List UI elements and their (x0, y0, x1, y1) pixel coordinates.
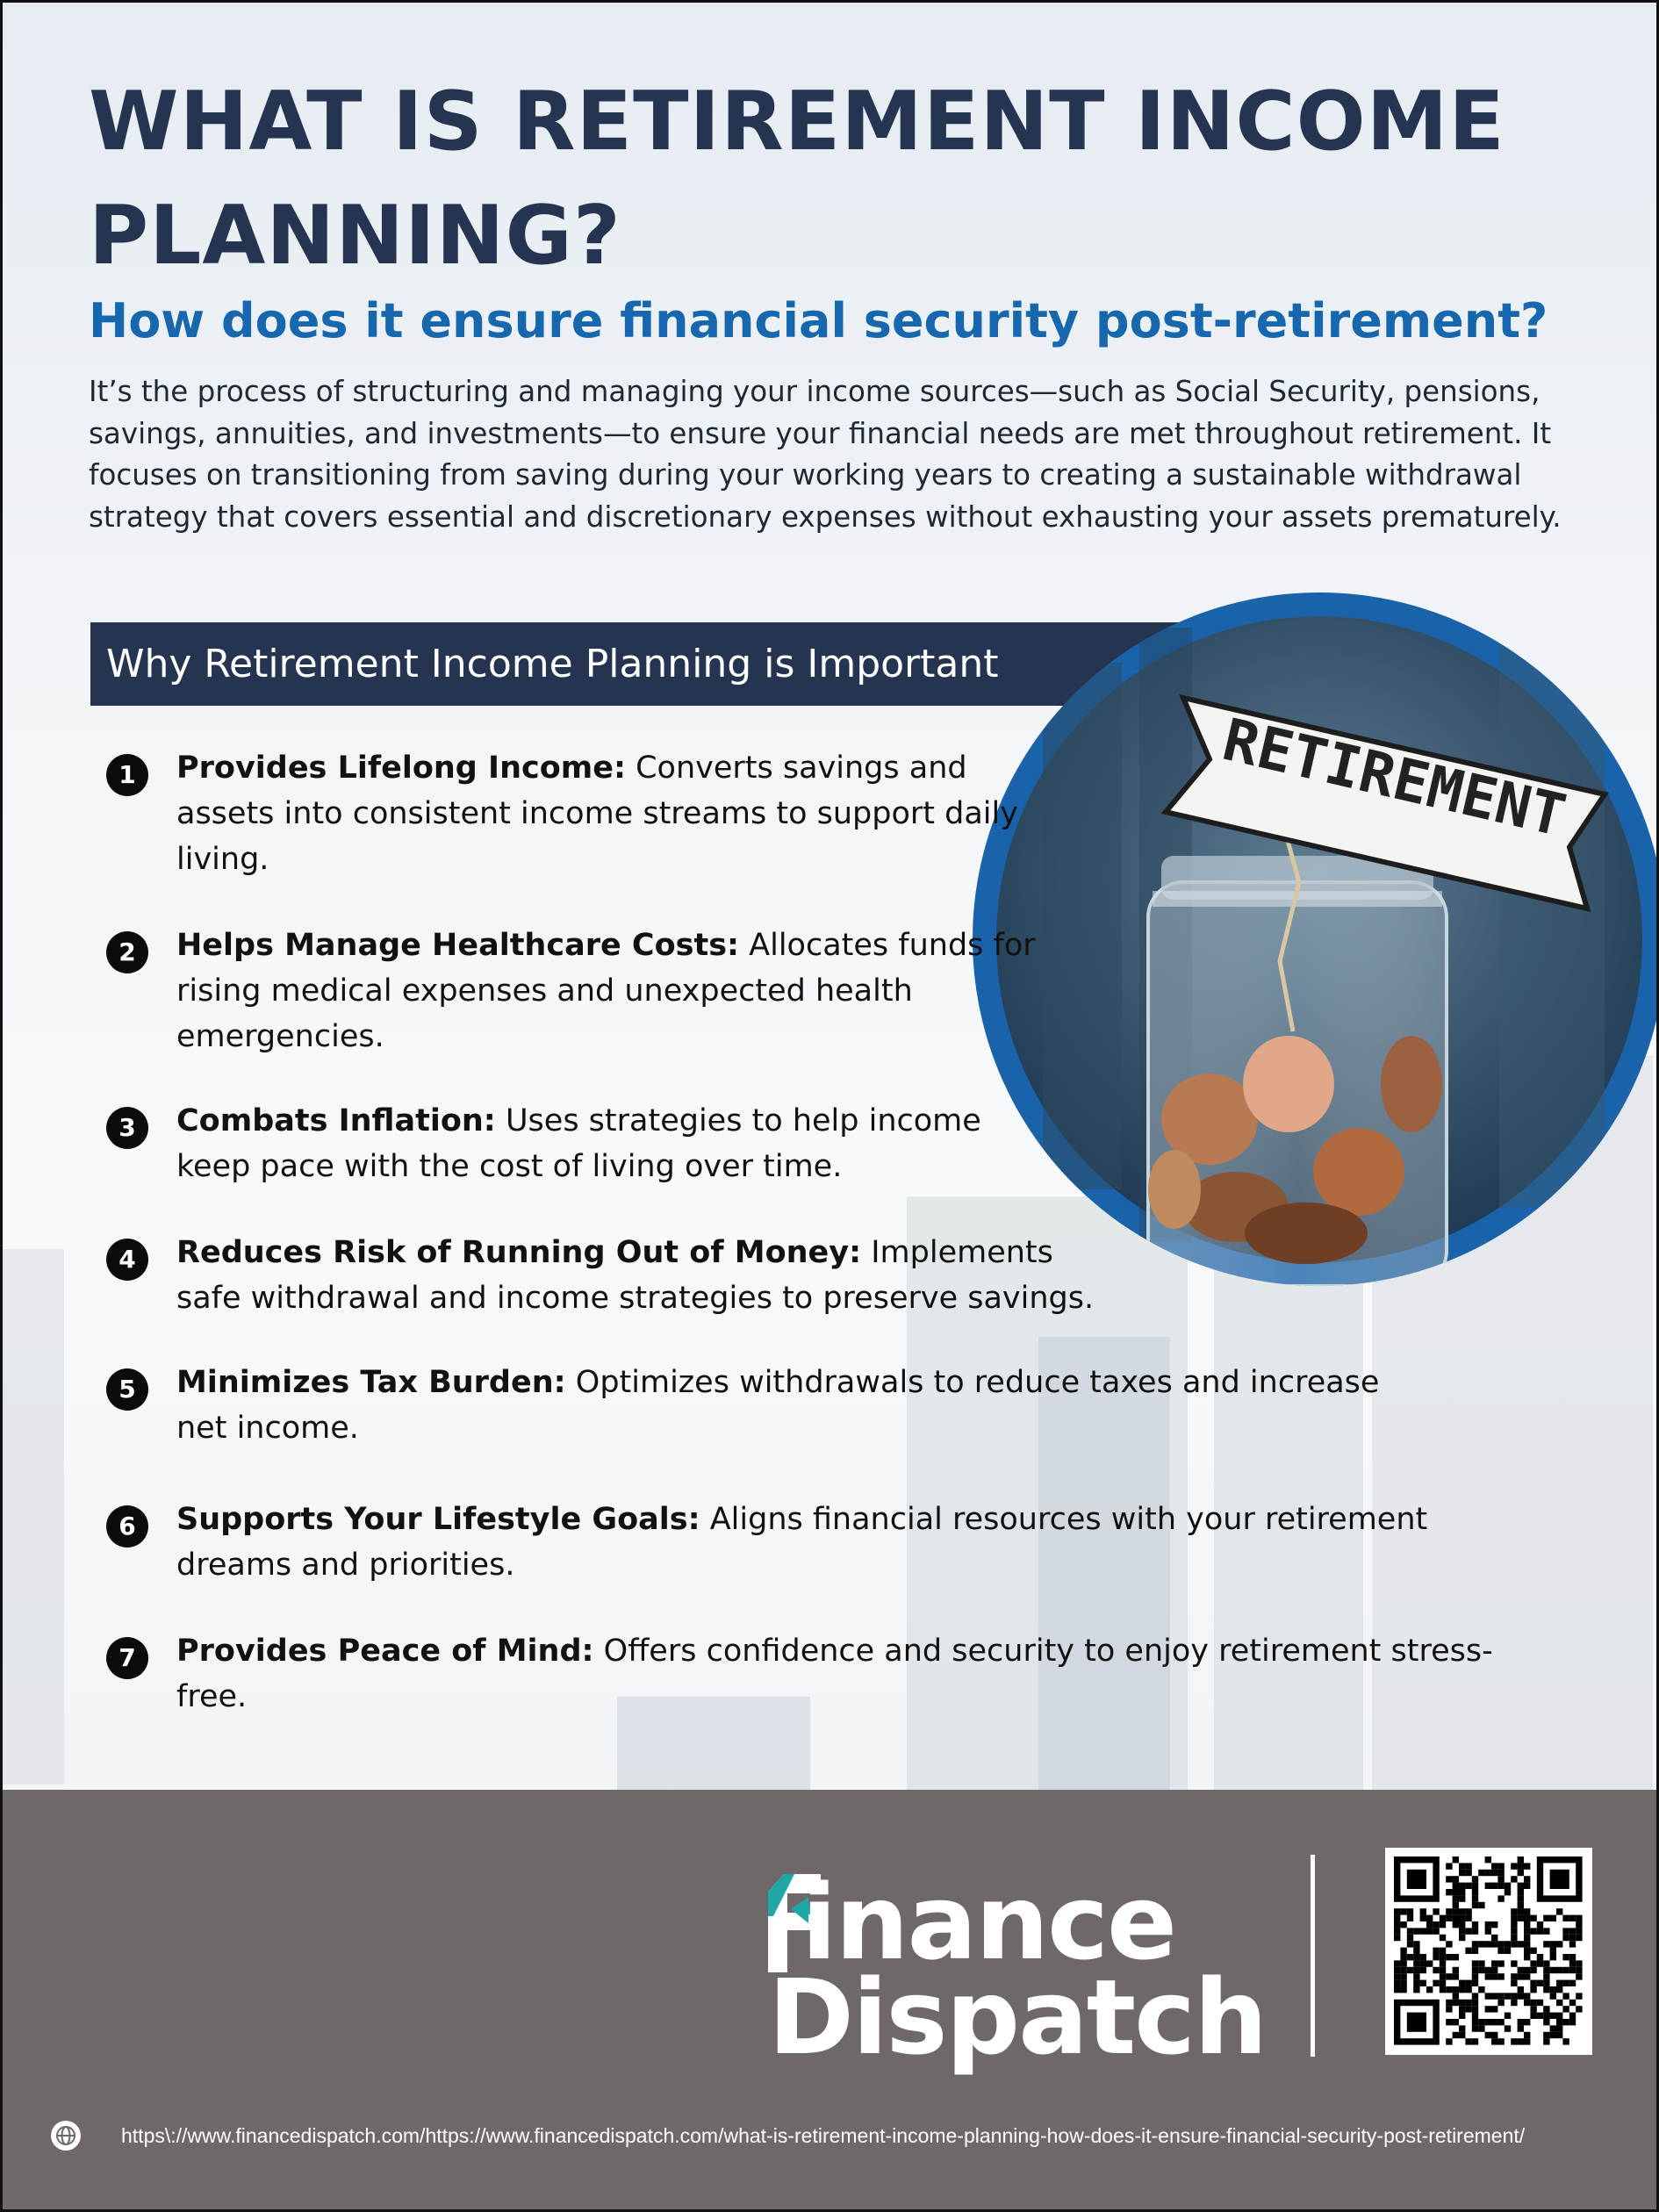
number-badge: 7 (106, 1637, 148, 1679)
item-heading: Combats Inflation: (176, 1103, 496, 1138)
flag-text: RETIREMENT (1217, 705, 1572, 851)
section-header-bar (90, 622, 1196, 706)
intro-paragraph: It’s the process of structuring and managing your income sources—such as Social Security, pensions, savings, annuities, and investments—to ensure your financial needs are met throughout retirement. It focuses on transitioning from saving during your working years to creating a sustainable withdrawal strategy that covers essential and discretionary expenses without exhausting your assets prematurely. (89, 375, 1562, 534)
number-badge: 1 (106, 754, 148, 796)
item-body: Converts savings and assets into consistent income streams to support daily living. (176, 750, 1018, 877)
item-body: Aligns financial resources with your retirement dreams and priorities. (176, 1502, 1428, 1583)
item-heading: Reduces Risk of Running Out of Money: (176, 1235, 862, 1270)
list-item-text (176, 923, 1054, 1059)
list-item-text (176, 1360, 1423, 1451)
number-badge: 2 (106, 931, 148, 973)
item-heading: Provides Lifelong Income: (176, 750, 626, 786)
list-item-text (176, 1230, 1124, 1321)
page-subtitle: How does it ensure financial security post-retirement? (89, 293, 1548, 348)
source-url-link[interactable]: https\://www.financedispatch.com/https://www.financedispatch.com/what-is-retirement-income-planning-how-does-it-ensure-financial-security-post-retirement/ (121, 2124, 1526, 2147)
finance-dispatch-logo (768, 1851, 1267, 2079)
item-body: Offers confidence and security to enjoy retirement stress-free. (176, 1634, 1493, 1714)
list-item-text (176, 745, 1054, 882)
coin-jar-photo (973, 592, 1659, 1286)
list-item-text (176, 1098, 1054, 1189)
item-body: Optimizes withdrawals to reduce taxes and increase net income. (176, 1365, 1380, 1446)
number-badge: 3 (106, 1107, 148, 1149)
qr-code[interactable] (1385, 1848, 1592, 2055)
section-title: Why Retirement Income Planning is Important (106, 642, 999, 686)
footer-divider (1311, 1855, 1315, 2057)
list-item-text (176, 1628, 1528, 1720)
item-body: Uses strategies to help income keep pace with the cost of living over time. (176, 1103, 981, 1184)
item-heading: Supports Your Lifestyle Goals: (176, 1502, 700, 1537)
page-title: WHAT IS RETIREMENT INCOME PLANNING? (89, 74, 1505, 283)
globe-icon (50, 2120, 82, 2151)
logo-text-line1: inance (801, 1862, 1176, 1983)
number-badge: 4 (106, 1239, 148, 1281)
number-badge: 6 (106, 1505, 148, 1548)
footer-bar (3, 1790, 1656, 2209)
logo-text-line2: Dispatch (768, 1957, 1267, 2078)
item-heading: Helps Manage Healthcare Costs: (176, 928, 740, 963)
item-body: Implements safe withdrawal and income strategies to preserve savings. (176, 1235, 1095, 1316)
number-badge: 5 (106, 1368, 148, 1411)
item-heading: Minimizes Tax Burden: (176, 1365, 566, 1400)
item-heading: Provides Peace of Mind: (176, 1634, 594, 1669)
background-building (3, 1249, 64, 1785)
list-item-text (176, 1497, 1476, 1588)
item-body: Allocates funds for rising medical expenses and unexpected health emergencies. (176, 928, 1036, 1054)
